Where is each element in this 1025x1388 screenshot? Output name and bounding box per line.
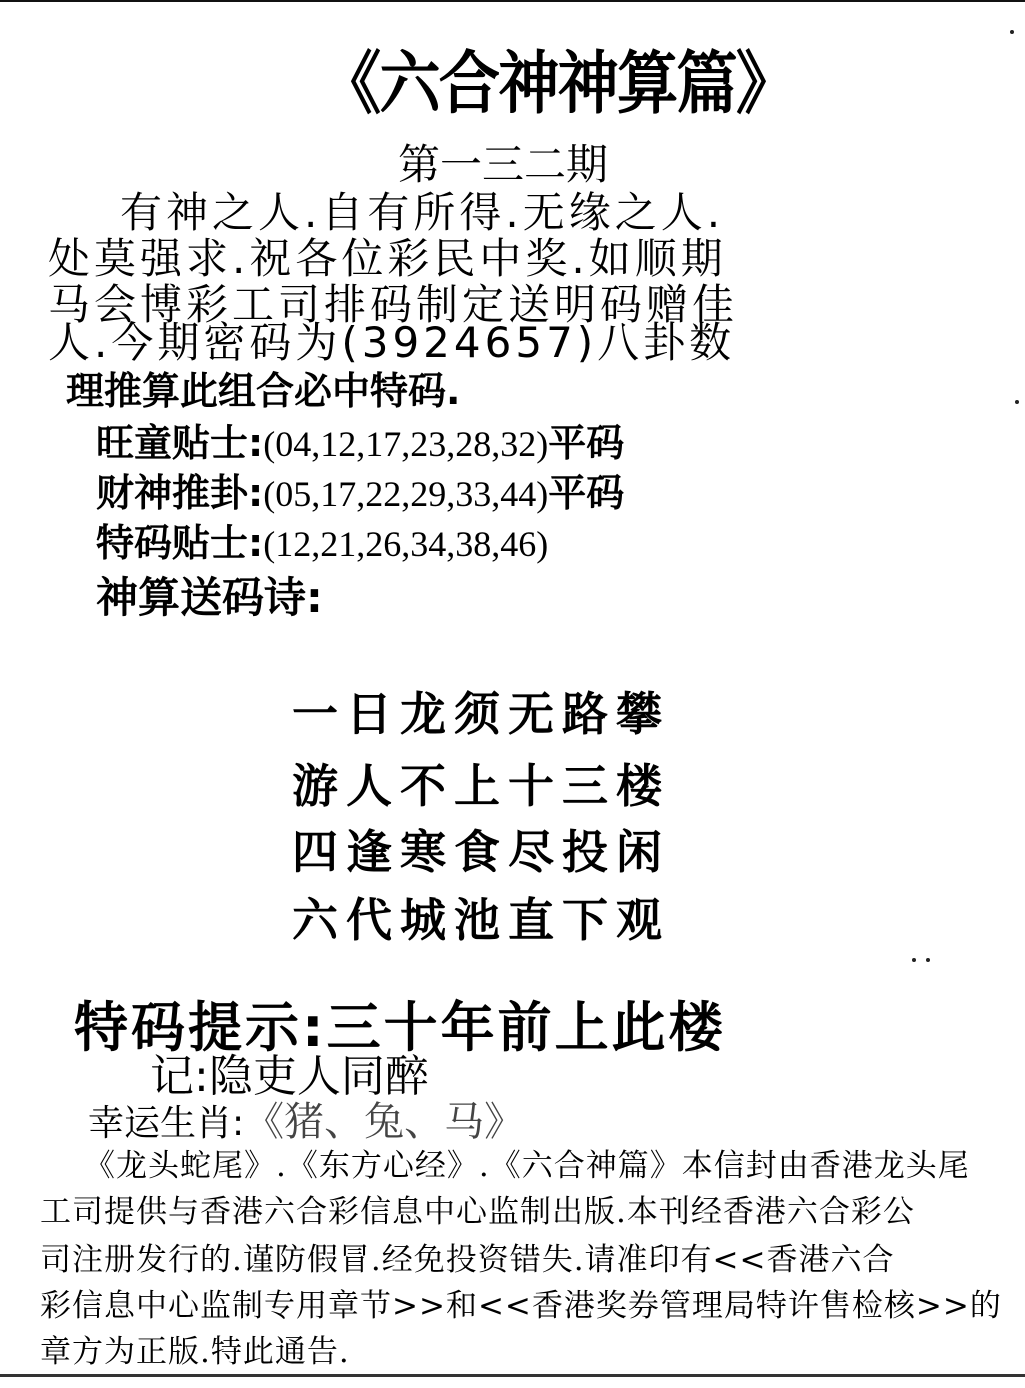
intro-line-5: 理推算此组合必中特码. bbox=[66, 369, 461, 413]
poem-heading: 神算送码诗: bbox=[96, 573, 323, 622]
notice-line-1: 《龙头蛇尾》.《东方心经》.《六合神篇》本信封由香港龙头尾 bbox=[84, 1148, 970, 1184]
tip-row-wangtong bbox=[96, 412, 624, 467]
tip-label: 财神推卦: bbox=[96, 471, 264, 515]
tip-numbers: (04,12,17,23,28,32) bbox=[263, 424, 549, 464]
tip-row-caishen bbox=[96, 462, 624, 517]
tip-suffix: 平码 bbox=[548, 471, 625, 515]
scan-speck bbox=[912, 958, 916, 962]
issue-number: 第一三二期 bbox=[398, 140, 609, 189]
intro-line-2: 处莫强求.祝各位彩民中奖.如顺期 bbox=[48, 234, 727, 283]
tip-numbers: (12,21,26,34,38,46) bbox=[263, 524, 549, 564]
notice-line-3: 司注册发行的.谨防假冒.经免投资错失.请准印有<<香港六合 bbox=[40, 1242, 895, 1278]
poem-line-2: 游人不上十三楼 bbox=[292, 759, 670, 813]
special-code-hint: 特码提示:三十年前上此楼 bbox=[74, 996, 726, 1059]
scan-speck bbox=[1010, 30, 1014, 34]
notice-line-5: 章方为正版.特此通告. bbox=[40, 1334, 350, 1370]
special-code-hint-note: 记:隐吏人同醉 bbox=[150, 1051, 429, 1102]
intro-line-3: 马会博彩工司排码制定送明码赠佳 bbox=[48, 280, 739, 329]
notice-line-4: 彩信息中心监制专用章节>>和<<香港奖券管理局特许售检核>>的 bbox=[40, 1288, 1002, 1324]
lucky-zodiac bbox=[88, 1090, 524, 1147]
document-title: 《六合神神算篇》 bbox=[320, 45, 796, 124]
tip-label: 旺童贴士: bbox=[96, 421, 264, 465]
tip-numbers: (05,17,22,29,33,44) bbox=[263, 474, 549, 514]
lucky-zodiac-label: 幸运生肖: bbox=[88, 1103, 245, 1144]
poem-line-1: 一日龙须无路攀 bbox=[292, 687, 670, 741]
scan-speck bbox=[1015, 400, 1019, 404]
scan-speck bbox=[926, 958, 930, 962]
poem-line-3: 四逢寒食尽投闲 bbox=[292, 825, 670, 879]
tip-row-tema bbox=[96, 512, 548, 567]
notice-line-2: 工司提供与香港六合彩信息中心监制出版.本刊经香港六合彩公 bbox=[40, 1194, 915, 1230]
poem-line-4: 六代城池直下观 bbox=[292, 893, 670, 947]
tip-label: 特码贴士: bbox=[96, 521, 264, 565]
top-scan-line bbox=[0, 0, 1025, 2]
bottom-scan-line bbox=[0, 1374, 1025, 1377]
intro-line-1: 有神之人.自有所得.无缘之人. bbox=[120, 188, 725, 237]
intro-line-4: 人.今期密码为(3924657)八卦数 bbox=[48, 318, 736, 367]
lucky-zodiac-value: 《猪、兔、马》 bbox=[244, 1099, 525, 1145]
tip-suffix: 平码 bbox=[548, 421, 625, 465]
